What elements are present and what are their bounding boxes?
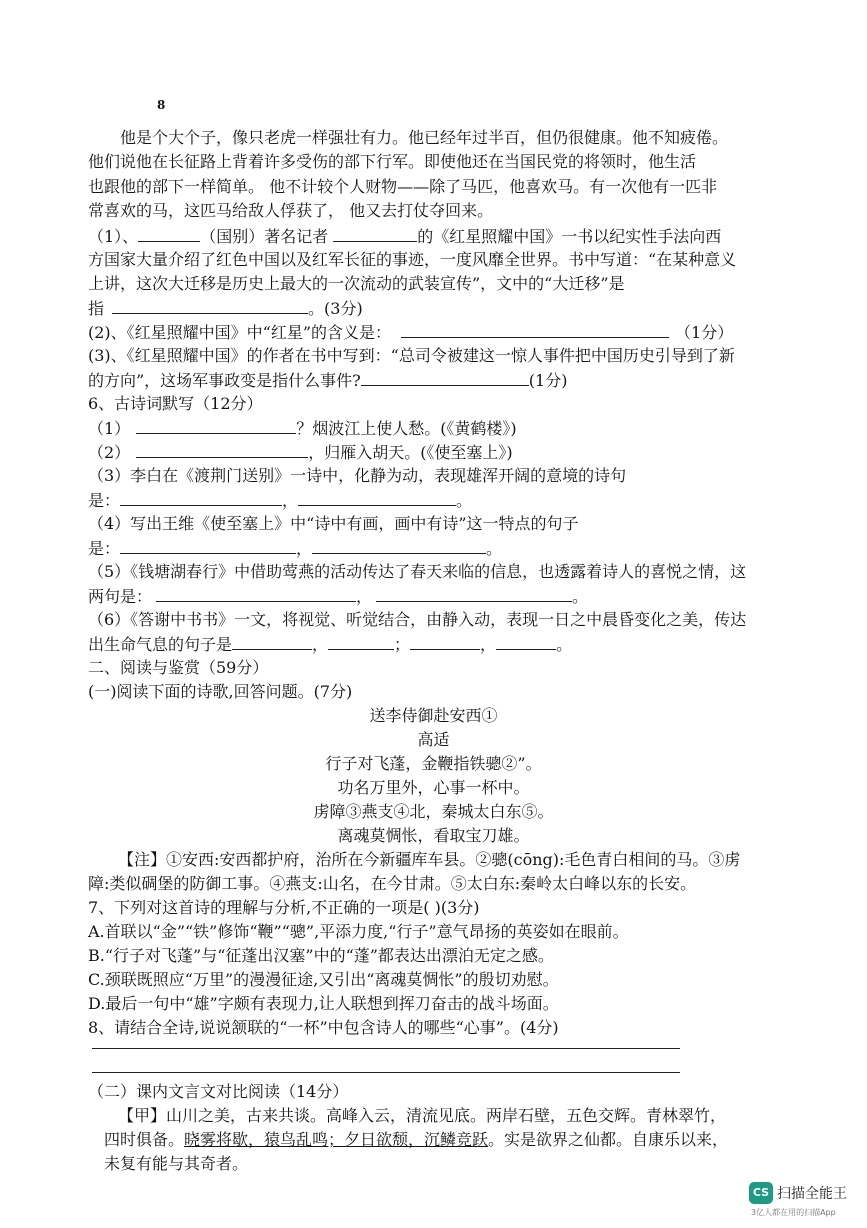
poem-line-1: 行子对飞蓬，金鞭指铁骢②”。 [325,754,542,773]
poem-line-3: 虏障③燕支④北，秦城太白东⑤。 [313,802,554,821]
q1-country-text: （国别）著名记者 [200,227,329,246]
jia-line-2 [104,1130,728,1150]
q3-stem: 的方向”，这场军事政变是指什么事件? [88,371,361,390]
jia-line-2-end: 。实是欲界之仙都。自康乐以来， [488,1130,729,1149]
passage-line-3: 也跟他的部下一样简单。 他不计较个人财物——除了马匹，他喜欢马。有一次他有一匹非 [88,177,718,196]
q1-score: 。(3分) [308,299,363,318]
jia-line-2-start: 四时俱备。 [104,1130,185,1149]
s6-item-1 [88,418,517,439]
q1-blank-migration[interactable] [112,298,308,314]
s6-item-5-blank-2[interactable] [376,586,572,602]
question-2 [88,322,733,343]
jia-underlined-sentence: 晓雾将歇，猿鸟乱鸣；夕日欲颓，沉鳞竞跃 [184,1130,489,1149]
s6-item-5-end: 。 [572,587,589,606]
s6-item-2 [88,442,513,463]
s6-item-3-answer [88,490,472,511]
s6-item-4-comma: ， [296,539,313,558]
passage-line-1: 他是个大个子，像只老虎一样强壮有力。他已经年过半百，但仍很健康。他不知疲倦。 [120,128,729,147]
s6-item-1-blank[interactable] [136,418,296,434]
s6-item-1-num: （1） [88,419,131,438]
s6-item-5-answer [88,586,588,607]
s6-item-4-blank-1[interactable] [120,538,296,554]
q3-line-1: (3)、《红星照耀中国》的作者在书中写到：“总司令被建这一惊人事件把中国历史引导到了新 [88,346,735,365]
s6-item-4: （4）写出王维《使至塞上》中“诗中有画，画中有诗”这一特点的句子 [88,514,579,533]
passage-line-2: 他们说他在长征路上背着许多受伤的部下行军。即使他还在当国民党的将领时，他生活 [88,152,697,171]
s6-item-1-text: ？烟波江上使人愁。(《黄鹤楼》) [296,419,517,438]
s6-item-3-comma: ， [282,491,299,510]
q2-blank[interactable] [401,322,669,338]
s6-item-2-num: （2） [88,443,131,462]
question-1 [88,226,721,247]
s6-item-6-blank-1[interactable] [232,634,312,650]
poem-line-2: 功名万里外，心事一杯中。 [337,778,530,797]
s6-item-6-end: 。 [556,635,573,654]
q7-option-d[interactable]: D.最后一句中“雄”字颇有表现力,让人联想到挥刀奋击的战斗场面。 [88,994,559,1013]
subsection-2-heading: （二）课内文言文对比阅读（14分） [88,1082,349,1101]
q2-score: （1分） [675,323,734,342]
q2-stem: (2)、《红星照耀中国》中“红星”的含义是： [88,323,392,342]
q3-blank[interactable] [361,370,529,386]
question-7-stem: 7、下列对这首诗的理解与分析,不正确的一项是( )(3分) [88,898,480,917]
q7-option-b[interactable]: B.“行子对飞蓬”与“征蓬出汉塞”中的“蓬”都表达出漂泊无定之感。 [88,946,554,965]
question-8: 8、请结合全诗,说说颔联的“一杯”中包含诗人的哪些“心事”。(4分) [88,1018,559,1037]
s6-item-6-blank-2[interactable] [328,634,394,650]
s6-item-5-comma: ， [356,587,373,606]
q3-score: (1分) [528,371,568,390]
scanner-watermark [749,1180,859,1222]
poem-title: 送李侍御赴安西① [369,706,498,725]
q1-line-3: 上讲，这次大迁移是历史上最大的一次流动的武装宣传”，文中的“大迁移”是 [88,274,625,293]
s6-item-5: （5）《钱塘湖春行》中借助莺燕的活动传达了春天来临的信息，也透露着诗人的喜悦之情，这 [88,562,747,581]
s6-item-2-text: ，归雁入胡天。(《使至塞上》) [308,443,513,462]
s6-item-6-answer [88,634,572,655]
q1-blank-reporter[interactable] [333,226,417,242]
s6-item-3-prefix: 是： [88,491,121,510]
q1-refers: 指 [88,299,105,318]
q1-line-2: 方国家大量介绍了红色中国以及红军长征的事迹，一度风靡全世界。书中写道：“在某种意义 [88,250,737,269]
poem-author: 高适 [417,730,450,749]
s6-item-3-blank-2[interactable] [298,490,456,506]
s6-item-3-blank-1[interactable] [120,490,282,506]
watermark-tagline: 3亿人都在用的扫描App [751,1208,836,1217]
s6-item-6-comma-1: ， [312,635,329,654]
s6-item-6: （6）《答谢中书书》一文，将视觉、听觉结合，由静入动，表现一日之中晨昏变化之美，传达 [88,610,747,629]
s6-item-6-blank-4[interactable] [496,634,556,650]
s6-item-4-blank-2[interactable] [312,538,486,554]
s6-item-3-end: 。 [456,491,473,510]
note-line-2: 障:类似碉堡的防御工事。④燕支:山名，在今甘肃。⑤太白东:秦岭太白峰以东的长安。 [88,874,697,893]
jia-line-3: 未复有能与其奇者。 [104,1154,249,1173]
s6-item-4-end: 。 [486,539,503,558]
q1-line-4 [88,298,363,319]
q8-answer-line-1[interactable] [92,1048,680,1049]
camscanner-logo-icon: CS [749,1182,773,1204]
page-mark: 8 [157,98,166,112]
q7-option-a[interactable]: A.首联以“金”“铁”修饰“鞭”“骢”,平添力度,“行子”意气昂扬的英姿如在眼前。 [88,922,629,941]
s6-item-6-comma-2: ， [480,635,497,654]
section-6-title: 6、古诗词默写（12分） [88,394,263,413]
part-2-heading: 二、阅读与鉴赏（59分） [88,658,269,677]
jia-line-1: 【甲】山川之美，古来共谈。高峰入云，清流见底。两岸石壁，五色交辉。青林翠竹， [118,1106,727,1125]
s6-item-5-prefix: 两句是： [88,587,153,606]
s6-item-6-prefix: 出生命气息的句子是 [88,635,233,654]
watermark-app-name: 扫描全能王 [777,1186,847,1202]
subsection-1-heading: (一)阅读下面的诗歌,回答问题。(7分) [88,682,353,701]
passage-line-4: 常喜欢的马，这匹马给敌人俘获了， 他又去打仗夺回来。 [88,201,494,220]
poem-line-4: 离魂莫惆怅，看取宝刀雄。 [337,826,530,845]
q1-prefix: （1）、 [88,227,139,246]
note-line-1: 【注】①安西:安西都护府，治所在今新疆库车县。②骢(cōng):毛色青白相间的马。③虏 [118,850,741,869]
q1-book-text: 的《红星照耀中国》一书以纪实性手法向西 [417,227,722,246]
q8-answer-line-2[interactable] [92,1072,680,1073]
s6-item-4-answer [88,538,502,559]
s6-item-6-blank-3[interactable] [410,634,480,650]
q3-line-2 [88,370,567,391]
q1-blank-country[interactable] [138,226,200,242]
s6-item-3: （3）李白在《渡荆门送别》一诗中，化静为动，表现雄浑开阔的意境的诗句 [88,466,627,485]
s6-item-2-blank[interactable] [136,442,308,458]
q7-option-c[interactable]: C.颈联既照应“万里”的漫漫征途,又引出“离魂莫惆怅”的殷切劝慰。 [88,970,559,989]
s6-item-5-blank-1[interactable] [156,586,356,602]
s6-item-6-semicolon: ； [394,635,411,654]
s6-item-4-prefix: 是： [88,539,121,558]
